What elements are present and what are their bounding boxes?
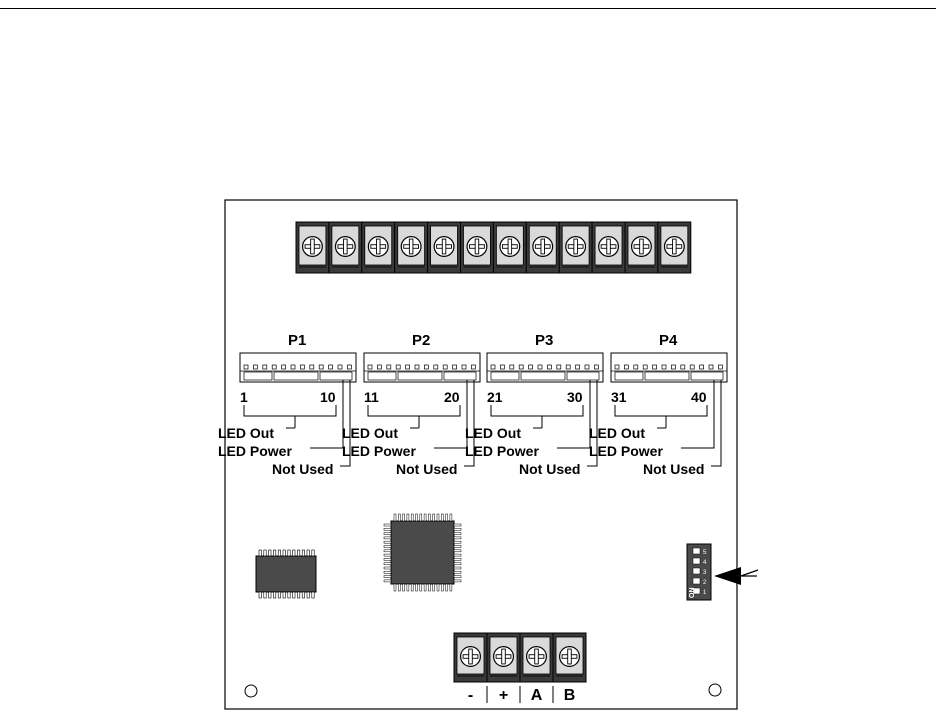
terminal-label: + (498, 687, 509, 704)
dip-position-label: 2 (703, 580, 707, 586)
dip-position-label: 1 (703, 590, 707, 596)
pin-start-label: 1 (240, 389, 248, 405)
terminal-label: A (530, 687, 543, 704)
pin-start-label: 31 (611, 389, 627, 405)
not-used-label: Not Used (519, 461, 581, 477)
led-out-label: LED Out (465, 425, 521, 441)
terminal-label: - (467, 687, 474, 704)
screw-terminal-icon (428, 222, 461, 273)
connector-p4 (589, 332, 727, 477)
led-out-label: LED Out (589, 425, 645, 441)
mounting-hole-icon (245, 685, 257, 697)
screw-terminal-icon (559, 222, 592, 273)
led-power-label: LED Power (218, 443, 292, 459)
pin-end-label: 10 (320, 389, 336, 405)
screw-terminal-icon (520, 633, 553, 682)
dip-on-label: ON (689, 587, 696, 598)
not-used-label: Not Used (272, 461, 334, 477)
pin-end-label: 20 (444, 389, 460, 405)
screw-terminal-icon (329, 222, 362, 273)
soic-chip-icon (256, 550, 316, 598)
connector-name: P4 (659, 332, 678, 349)
screw-terminal-icon (493, 222, 526, 273)
screw-terminal-icon (625, 222, 658, 273)
screw-terminal-icon (454, 633, 487, 682)
not-used-label: Not Used (396, 461, 458, 477)
top-terminal-block (296, 222, 691, 273)
terminal-label: B (563, 687, 576, 704)
connector-p2 (342, 332, 480, 477)
connector-p1 (218, 332, 356, 477)
dip-switch-icon (687, 544, 711, 600)
screw-terminal-icon (461, 222, 494, 273)
pin-end-label: 40 (691, 389, 707, 405)
pin-end-label: 30 (567, 389, 583, 405)
screw-terminal-icon (395, 222, 428, 273)
screw-terminal-icon (658, 222, 691, 273)
screw-terminal-icon (592, 222, 625, 273)
qfp-chip-icon (384, 514, 461, 591)
led-out-label: LED Out (218, 425, 274, 441)
screw-terminal-icon (526, 222, 559, 273)
connector-name: P3 (535, 332, 554, 349)
pin-start-label: 11 (364, 389, 379, 405)
dip-position-label: 3 (703, 570, 707, 576)
pin-start-label: 21 (487, 389, 503, 405)
screw-terminal-icon (487, 633, 520, 682)
screw-terminal-icon (296, 222, 329, 273)
connector-group (218, 332, 727, 477)
arrow-left-icon (714, 567, 758, 585)
connector-p3 (465, 332, 603, 477)
screw-terminal-icon (553, 633, 586, 682)
led-power-label: LED Power (589, 443, 663, 459)
dip-position-label: 5 (703, 550, 707, 556)
screw-terminal-icon (362, 222, 395, 273)
dip-position-label: 4 (703, 560, 707, 566)
connector-name: P2 (412, 332, 431, 349)
mounting-hole-icon (709, 684, 721, 696)
connector-name: P1 (288, 332, 307, 349)
bottom-terminal-block (454, 633, 586, 704)
led-power-label: LED Power (342, 443, 416, 459)
led-power-label: LED Power (465, 443, 539, 459)
led-out-label: LED Out (342, 425, 398, 441)
not-used-label: Not Used (643, 461, 705, 477)
